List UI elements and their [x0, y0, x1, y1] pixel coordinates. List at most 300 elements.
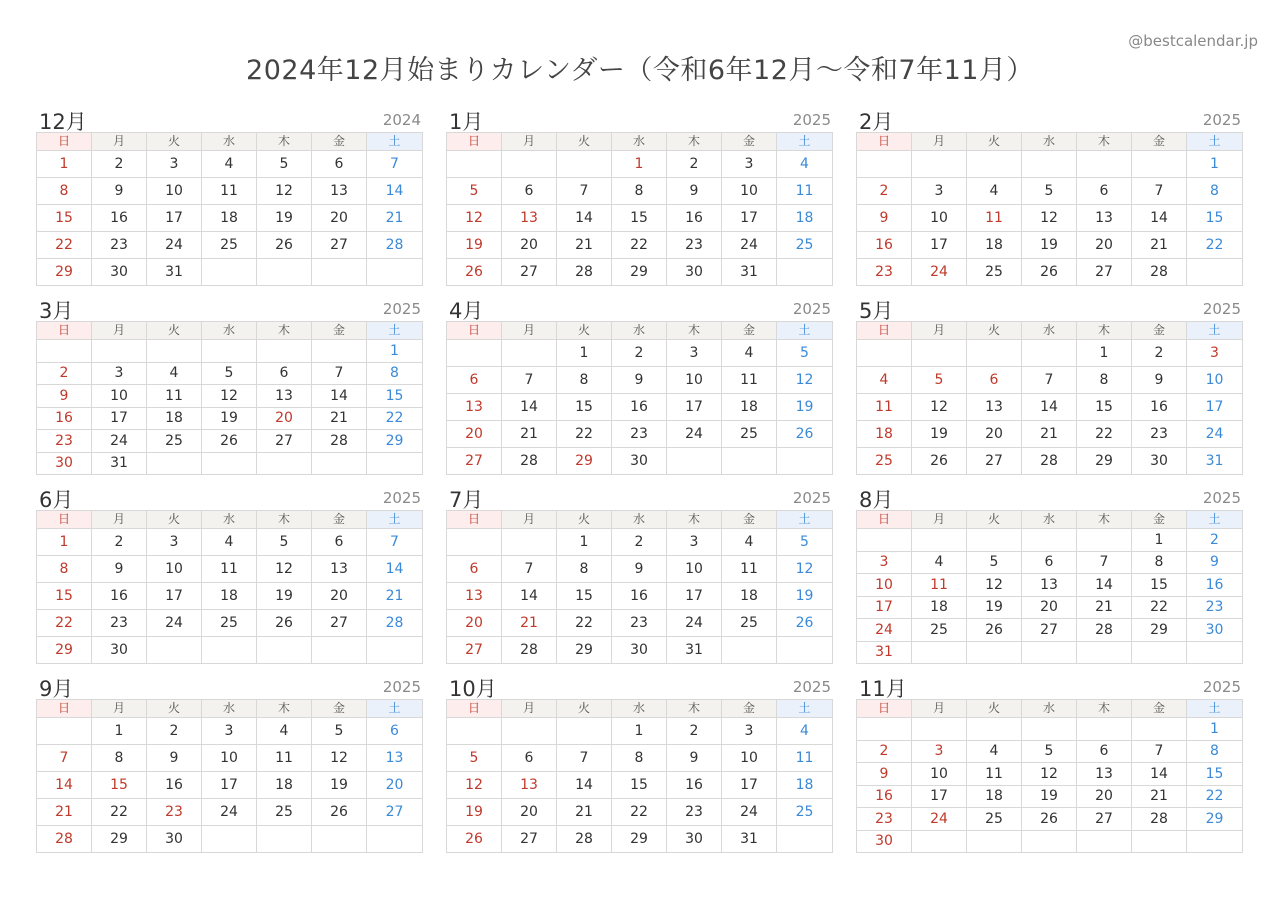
month-year: 2025	[792, 489, 831, 507]
week-row	[37, 259, 423, 286]
day-cell: 15	[37, 583, 92, 610]
empty-day-cell	[967, 642, 1022, 665]
month-year: 2025	[1202, 300, 1241, 318]
day-cell: 24	[202, 799, 257, 826]
day-cell: 7	[557, 745, 612, 772]
week-row	[447, 367, 833, 394]
empty-day-cell	[967, 831, 1022, 854]
day-cell: 26	[1022, 259, 1077, 286]
empty-day-cell	[777, 637, 833, 664]
week-rows	[857, 718, 1243, 853]
month-year: 2025	[792, 678, 831, 696]
weekday-header: 金	[722, 322, 777, 340]
month-header	[36, 482, 423, 510]
month-name: 4月	[449, 299, 484, 323]
day-cell: 2	[37, 363, 92, 386]
empty-day-cell	[37, 340, 92, 363]
day-cell: 12	[912, 394, 967, 421]
weekday-header: 水	[612, 322, 667, 340]
week-row	[857, 421, 1243, 448]
week-row	[37, 151, 423, 178]
day-cell: 19	[447, 232, 502, 259]
week-rows	[37, 151, 423, 286]
weekday-header: 火	[967, 322, 1022, 340]
weekday-header-row	[37, 700, 423, 718]
day-cell: 18	[722, 394, 777, 421]
day-cell: 10	[912, 205, 967, 232]
day-cell: 16	[147, 772, 202, 799]
week-row	[857, 529, 1243, 552]
month-header	[446, 293, 833, 321]
month-table	[856, 699, 1243, 853]
day-cell: 2	[667, 151, 722, 178]
day-cell: 2	[667, 718, 722, 745]
day-cell: 16	[37, 408, 92, 431]
day-cell: 28	[367, 232, 423, 259]
week-row	[37, 363, 423, 386]
week-row	[37, 826, 423, 853]
day-cell: 21	[1077, 597, 1132, 620]
week-row	[857, 619, 1243, 642]
weekday-header-row	[37, 133, 423, 151]
day-cell: 21	[312, 408, 367, 431]
weekday-header: 火	[967, 511, 1022, 529]
weekday-header: 金	[722, 133, 777, 151]
weekday-header: 水	[612, 700, 667, 718]
day-cell: 19	[1022, 786, 1077, 809]
empty-day-cell	[312, 340, 367, 363]
empty-day-cell	[777, 826, 833, 853]
day-cell: 23	[857, 808, 912, 831]
day-cell: 18	[967, 232, 1022, 259]
day-cell: 12	[777, 367, 833, 394]
month-year: 2025	[382, 300, 421, 318]
day-cell: 4	[722, 529, 777, 556]
empty-day-cell	[912, 529, 967, 552]
day-cell: 27	[257, 430, 312, 453]
day-cell: 19	[1022, 232, 1077, 259]
day-cell: 30	[612, 637, 667, 664]
weekday-header: 日	[447, 322, 502, 340]
weekday-header: 日	[857, 322, 912, 340]
weekday-header: 火	[967, 133, 1022, 151]
weekday-header: 土	[367, 511, 423, 529]
day-cell: 11	[202, 178, 257, 205]
weekday-header: 火	[557, 511, 612, 529]
week-row	[447, 394, 833, 421]
week-row	[447, 178, 833, 205]
day-cell: 25	[257, 799, 312, 826]
day-cell: 18	[777, 205, 833, 232]
empty-day-cell	[967, 718, 1022, 741]
day-cell: 11	[857, 394, 912, 421]
empty-day-cell	[1187, 642, 1243, 665]
day-cell: 13	[312, 178, 367, 205]
empty-day-cell	[1022, 642, 1077, 665]
day-cell: 31	[667, 637, 722, 664]
weekday-header: 金	[722, 511, 777, 529]
week-row	[37, 556, 423, 583]
day-cell: 29	[1187, 808, 1243, 831]
empty-day-cell	[447, 718, 502, 745]
day-cell: 30	[612, 448, 667, 475]
day-cell: 23	[667, 232, 722, 259]
weekday-header: 木	[1077, 322, 1132, 340]
weekday-header: 土	[367, 322, 423, 340]
week-row	[447, 448, 833, 475]
empty-day-cell	[1132, 718, 1187, 741]
day-cell: 30	[92, 259, 147, 286]
day-cell: 20	[502, 799, 557, 826]
weekday-header: 月	[92, 322, 147, 340]
weekday-header: 日	[37, 511, 92, 529]
day-cell: 9	[37, 385, 92, 408]
day-cell: 16	[1132, 394, 1187, 421]
week-row	[447, 772, 833, 799]
week-row	[857, 831, 1243, 854]
day-cell: 1	[92, 718, 147, 745]
week-row	[857, 574, 1243, 597]
day-cell: 4	[777, 151, 833, 178]
month-name: 9月	[39, 677, 74, 701]
day-cell: 27	[1022, 619, 1077, 642]
day-cell: 22	[367, 408, 423, 431]
day-cell: 22	[1187, 232, 1243, 259]
day-cell: 30	[1132, 448, 1187, 475]
weekday-header: 火	[147, 133, 202, 151]
day-cell: 22	[557, 421, 612, 448]
day-cell: 2	[857, 741, 912, 764]
day-cell: 9	[667, 178, 722, 205]
day-cell: 17	[1187, 394, 1243, 421]
weekday-header: 土	[367, 133, 423, 151]
day-cell: 29	[37, 637, 92, 664]
day-cell: 19	[777, 583, 833, 610]
weekday-header: 月	[912, 322, 967, 340]
weekday-header: 木	[667, 511, 722, 529]
day-cell: 3	[1187, 340, 1243, 367]
day-cell: 13	[447, 583, 502, 610]
day-cell: 27	[502, 259, 557, 286]
day-cell: 3	[92, 363, 147, 386]
weekday-header-row	[37, 322, 423, 340]
day-cell: 20	[1022, 597, 1077, 620]
day-cell: 17	[722, 205, 777, 232]
day-cell: 24	[912, 259, 967, 286]
weekday-header: 木	[1077, 133, 1132, 151]
day-cell: 1	[557, 340, 612, 367]
day-cell: 20	[502, 232, 557, 259]
day-cell: 19	[447, 799, 502, 826]
week-rows	[37, 718, 423, 853]
weekday-header: 水	[202, 511, 257, 529]
day-cell: 24	[1187, 421, 1243, 448]
day-cell: 5	[257, 151, 312, 178]
empty-day-cell	[857, 718, 912, 741]
day-cell: 16	[857, 786, 912, 809]
weekday-header-row	[447, 322, 833, 340]
week-row	[447, 799, 833, 826]
day-cell: 4	[257, 718, 312, 745]
day-cell: 6	[502, 745, 557, 772]
week-rows	[447, 718, 833, 853]
week-rows	[447, 529, 833, 664]
day-cell: 23	[612, 421, 667, 448]
day-cell: 29	[612, 259, 667, 286]
empty-day-cell	[257, 259, 312, 286]
day-cell: 29	[557, 637, 612, 664]
weekday-header: 土	[367, 700, 423, 718]
weekday-header: 日	[37, 322, 92, 340]
weekday-header: 土	[777, 700, 833, 718]
day-cell: 5	[257, 529, 312, 556]
week-row	[447, 637, 833, 664]
month-header	[36, 671, 423, 699]
day-cell: 27	[967, 448, 1022, 475]
day-cell: 7	[1132, 178, 1187, 205]
day-cell: 9	[1187, 552, 1243, 575]
month-table	[446, 321, 833, 475]
day-cell: 25	[967, 808, 1022, 831]
month-header	[36, 104, 423, 132]
day-cell: 2	[1132, 340, 1187, 367]
day-cell: 28	[502, 448, 557, 475]
day-cell: 16	[92, 583, 147, 610]
empty-day-cell	[202, 637, 257, 664]
empty-day-cell	[1077, 831, 1132, 854]
month-year: 2025	[792, 300, 831, 318]
week-row	[857, 340, 1243, 367]
weekday-header: 火	[557, 700, 612, 718]
day-cell: 10	[667, 556, 722, 583]
day-cell: 9	[1132, 367, 1187, 394]
day-cell: 17	[667, 583, 722, 610]
week-row	[447, 556, 833, 583]
day-cell: 23	[37, 430, 92, 453]
week-row	[37, 205, 423, 232]
day-cell: 14	[1077, 574, 1132, 597]
day-cell: 17	[912, 232, 967, 259]
day-cell: 21	[367, 583, 423, 610]
weekday-header: 月	[92, 511, 147, 529]
weekday-header: 日	[447, 511, 502, 529]
day-cell: 11	[967, 763, 1022, 786]
empty-day-cell	[1077, 718, 1132, 741]
month-year: 2025	[382, 489, 421, 507]
day-cell: 17	[92, 408, 147, 431]
empty-day-cell	[37, 718, 92, 745]
day-cell: 11	[147, 385, 202, 408]
weekday-header: 木	[667, 322, 722, 340]
weekday-header: 日	[857, 511, 912, 529]
day-cell: 23	[92, 610, 147, 637]
week-row	[447, 259, 833, 286]
day-cell: 3	[722, 718, 777, 745]
day-cell: 17	[912, 786, 967, 809]
day-cell: 12	[447, 205, 502, 232]
weekday-header: 月	[502, 133, 557, 151]
day-cell: 31	[1187, 448, 1243, 475]
day-cell: 13	[257, 385, 312, 408]
week-row	[447, 205, 833, 232]
empty-day-cell	[1077, 151, 1132, 178]
day-cell: 25	[777, 799, 833, 826]
day-cell: 2	[612, 340, 667, 367]
day-cell: 25	[722, 610, 777, 637]
day-cell: 20	[1077, 786, 1132, 809]
day-cell: 2	[92, 529, 147, 556]
week-row	[447, 826, 833, 853]
calendar-grid	[36, 104, 1243, 853]
day-cell: 22	[37, 610, 92, 637]
day-cell: 12	[967, 574, 1022, 597]
month-year: 2025	[382, 678, 421, 696]
day-cell: 22	[92, 799, 147, 826]
day-cell: 27	[367, 799, 423, 826]
day-cell: 30	[147, 826, 202, 853]
day-cell: 3	[667, 529, 722, 556]
weekday-header: 火	[147, 700, 202, 718]
day-cell: 14	[557, 772, 612, 799]
day-cell: 2	[92, 151, 147, 178]
weekday-header: 水	[1022, 133, 1077, 151]
weekday-header: 水	[1022, 322, 1077, 340]
weekday-header: 木	[257, 133, 312, 151]
month-year: 2025	[792, 111, 831, 129]
weekday-header: 月	[912, 700, 967, 718]
day-cell: 20	[447, 610, 502, 637]
day-cell: 30	[37, 453, 92, 476]
week-row	[447, 529, 833, 556]
month-year: 2025	[1202, 489, 1241, 507]
day-cell: 13	[1077, 205, 1132, 232]
day-cell: 15	[612, 205, 667, 232]
day-cell: 13	[502, 772, 557, 799]
day-cell: 5	[202, 363, 257, 386]
month-calendar	[856, 482, 1243, 664]
day-cell: 5	[1022, 741, 1077, 764]
day-cell: 28	[1022, 448, 1077, 475]
day-cell: 4	[777, 718, 833, 745]
week-row	[37, 529, 423, 556]
day-cell: 24	[667, 610, 722, 637]
empty-day-cell	[147, 453, 202, 476]
day-cell: 6	[312, 151, 367, 178]
day-cell: 17	[857, 597, 912, 620]
empty-day-cell	[367, 453, 423, 476]
empty-day-cell	[312, 826, 367, 853]
week-row	[447, 583, 833, 610]
month-name: 12月	[39, 110, 87, 134]
weekday-header: 金	[312, 700, 367, 718]
empty-day-cell	[1022, 718, 1077, 741]
day-cell: 25	[202, 610, 257, 637]
month-table	[446, 510, 833, 664]
day-cell: 17	[722, 772, 777, 799]
day-cell: 8	[37, 178, 92, 205]
week-row	[857, 597, 1243, 620]
day-cell: 2	[612, 529, 667, 556]
day-cell: 18	[202, 583, 257, 610]
site-credit: @bestcalendar.jp	[1128, 32, 1258, 50]
day-cell: 9	[857, 763, 912, 786]
month-name: 5月	[859, 299, 894, 323]
day-cell: 26	[312, 799, 367, 826]
week-rows	[857, 529, 1243, 664]
day-cell: 15	[1077, 394, 1132, 421]
empty-day-cell	[1187, 259, 1243, 286]
weekday-header: 土	[1187, 700, 1243, 718]
month-calendar	[446, 293, 833, 475]
month-year: 2024	[382, 111, 421, 129]
day-cell: 6	[312, 529, 367, 556]
day-cell: 26	[777, 610, 833, 637]
day-cell: 20	[447, 421, 502, 448]
day-cell: 31	[857, 642, 912, 665]
empty-day-cell	[1187, 831, 1243, 854]
day-cell: 19	[257, 583, 312, 610]
empty-day-cell	[257, 340, 312, 363]
empty-day-cell	[502, 529, 557, 556]
day-cell: 17	[667, 394, 722, 421]
weekday-header: 水	[1022, 700, 1077, 718]
empty-day-cell	[857, 151, 912, 178]
weekday-header: 月	[912, 133, 967, 151]
day-cell: 3	[667, 340, 722, 367]
day-cell: 19	[967, 597, 1022, 620]
week-row	[37, 637, 423, 664]
day-cell: 13	[367, 745, 423, 772]
day-cell: 31	[722, 259, 777, 286]
day-cell: 11	[722, 367, 777, 394]
day-cell: 13	[502, 205, 557, 232]
week-row	[857, 786, 1243, 809]
month-name: 10月	[449, 677, 497, 701]
day-cell: 23	[667, 799, 722, 826]
day-cell: 11	[202, 556, 257, 583]
weekday-header: 日	[447, 700, 502, 718]
day-cell: 27	[447, 637, 502, 664]
week-row	[37, 772, 423, 799]
day-cell: 15	[557, 583, 612, 610]
day-cell: 7	[312, 363, 367, 386]
empty-day-cell	[1022, 151, 1077, 178]
week-row	[37, 408, 423, 431]
day-cell: 4	[967, 178, 1022, 205]
day-cell: 16	[1187, 574, 1243, 597]
day-cell: 6	[1077, 178, 1132, 205]
weekday-header: 木	[257, 511, 312, 529]
day-cell: 26	[447, 259, 502, 286]
day-cell: 14	[557, 205, 612, 232]
weekday-header: 金	[312, 133, 367, 151]
day-cell: 23	[612, 610, 667, 637]
day-cell: 6	[502, 178, 557, 205]
month-table	[36, 321, 423, 475]
week-row	[447, 340, 833, 367]
empty-day-cell	[1022, 831, 1077, 854]
week-row	[37, 799, 423, 826]
weekday-header: 木	[257, 700, 312, 718]
day-cell: 10	[202, 745, 257, 772]
day-cell: 27	[312, 610, 367, 637]
day-cell: 25	[912, 619, 967, 642]
day-cell: 20	[367, 772, 423, 799]
empty-day-cell	[502, 718, 557, 745]
week-rows	[447, 340, 833, 475]
day-cell: 25	[202, 232, 257, 259]
day-cell: 5	[447, 745, 502, 772]
